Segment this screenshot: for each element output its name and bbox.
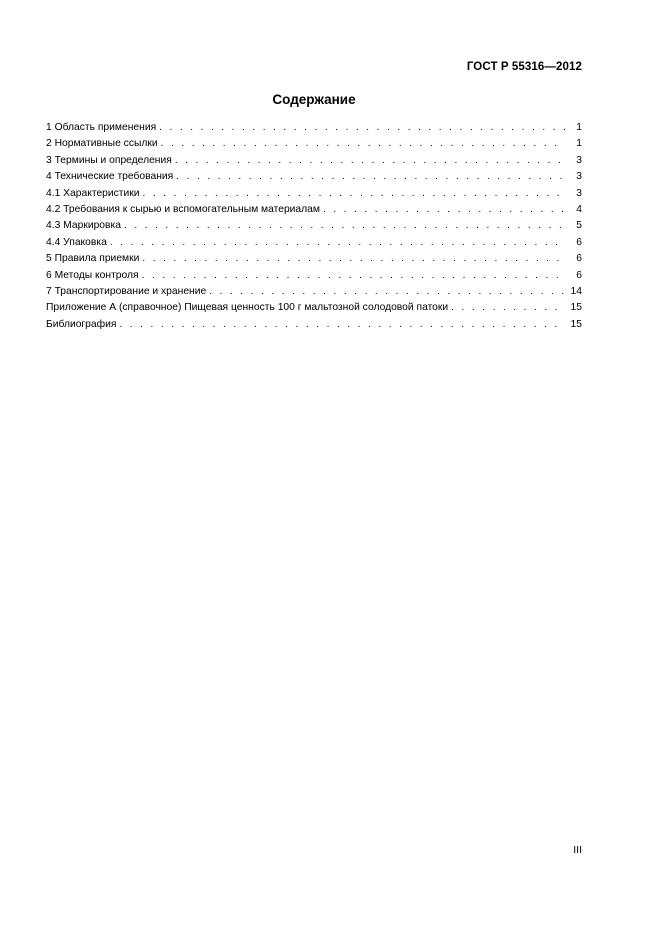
- toc-entry-page: 5: [576, 220, 582, 232]
- toc-entry-page: 6: [576, 269, 582, 281]
- toc-dot-leader: [159, 120, 565, 136]
- toc-dot-leader: [110, 235, 565, 251]
- toc-entry-label: Библиография: [46, 318, 117, 330]
- toc-entry[interactable]: [46, 300, 582, 316]
- toc-dot-leader: [119, 317, 565, 333]
- toc-entry-page: 3: [576, 154, 582, 166]
- page-number: III: [573, 844, 582, 856]
- toc-title: Содержание: [272, 92, 356, 107]
- toc-dot-leader: [323, 202, 565, 218]
- toc-entry[interactable]: [46, 317, 582, 333]
- toc-entry-label: 6 Методы контроля: [46, 269, 139, 281]
- toc-entry-label: 3 Термины и определения: [46, 154, 172, 166]
- toc-entry[interactable]: [46, 186, 582, 202]
- toc-entry-page: 6: [576, 253, 582, 265]
- toc-entry-page: 6: [576, 236, 582, 248]
- toc-dot-leader: [451, 300, 565, 316]
- toc-entry-label: 2 Нормативные ссылки: [46, 138, 158, 150]
- toc-entry-label: 1 Область применения: [46, 122, 157, 133]
- toc-entry[interactable]: [46, 136, 582, 152]
- table-of-contents: [46, 120, 582, 333]
- toc-dot-leader: [175, 153, 565, 169]
- toc-entry[interactable]: [46, 120, 582, 136]
- document-code: ГОСТ Р 55316—2012: [466, 61, 582, 73]
- toc-entry[interactable]: [46, 169, 582, 185]
- toc-entry-page: 1: [576, 138, 582, 150]
- toc-entry-page: 15: [570, 318, 582, 330]
- toc-entry-label: 5 Правила приемки: [46, 253, 140, 265]
- toc-dot-leader: [209, 284, 565, 300]
- toc-entry-page: 3: [576, 171, 582, 183]
- toc-entry-label: 7 Транспортирование и хранение: [46, 285, 207, 297]
- toc-entry-label: 4.1 Характеристики: [46, 187, 140, 199]
- toc-entry[interactable]: [46, 218, 582, 234]
- toc-entry[interactable]: [46, 268, 582, 284]
- toc-dot-leader: [124, 218, 565, 234]
- toc-entry-label: 4.3 Маркировка: [46, 220, 121, 232]
- toc-dot-leader: [142, 268, 565, 284]
- toc-entry[interactable]: [46, 202, 582, 218]
- toc-dot-leader: [176, 169, 565, 185]
- toc-entry[interactable]: [46, 284, 582, 300]
- toc-entry-page: 4: [576, 203, 582, 215]
- toc-entry[interactable]: [46, 251, 582, 267]
- toc-dot-leader: [143, 186, 565, 202]
- toc-entry-label: 4.4 Упаковка: [46, 236, 107, 248]
- toc-dot-leader: [142, 251, 565, 267]
- toc-entry-label: Приложение А (справочное) Пищевая ценность 100 г мальтозной солодовой патоки: [46, 302, 449, 314]
- toc-entry-page: 3: [576, 187, 582, 199]
- toc-entry-label: 4.2 Требования к сырью и вспомогательным материалам: [46, 203, 320, 215]
- toc-entry-page: 1: [576, 122, 582, 133]
- toc-entry-page: 15: [570, 302, 582, 314]
- toc-entry[interactable]: [46, 153, 582, 169]
- toc-entry[interactable]: [46, 235, 582, 251]
- toc-entry-page: 14: [570, 285, 582, 297]
- toc-entry-label: 4 Технические требования: [46, 171, 174, 183]
- toc-dot-leader: [161, 136, 565, 152]
